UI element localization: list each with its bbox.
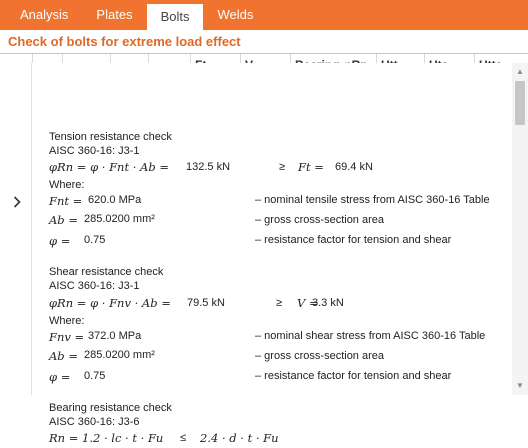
- shear-rhs: V =: [297, 296, 319, 310]
- shear-where: Where:: [49, 315, 85, 327]
- tension-var-desc: – gross cross-section area: [255, 214, 384, 226]
- tab-bar: [0, 0, 528, 30]
- check-detail-panel: [32, 63, 512, 445]
- tension-relation: ≥: [279, 161, 286, 173]
- tab-bolts[interactable]: Bolts: [147, 4, 204, 30]
- bearing-heading: Bearing resistance check: [49, 402, 172, 414]
- tension-var-val: 0.75: [84, 234, 106, 246]
- tension-value: 132.5 kN: [186, 161, 231, 173]
- bearing-code: AISC 360-16: J3-6: [49, 416, 140, 428]
- tension-where: Where:: [49, 179, 85, 191]
- tab-plates[interactable]: Plates: [96, 7, 133, 22]
- tension-rhs: Ft =: [298, 160, 324, 174]
- shear-var-sym: Ab =: [49, 349, 78, 363]
- shear-var-sym: Fnv =: [49, 330, 85, 344]
- bearing-formula: Rn = 1.2 · lc · t · Fu: [49, 431, 164, 445]
- shear-var-val: 285.0200 mm²: [84, 349, 155, 361]
- shear-var-sym: φ =: [49, 370, 71, 384]
- tension-heading: Tension resistance check: [49, 131, 172, 143]
- shear-rhs-value: 3.3 kN: [312, 297, 344, 309]
- scroll-up-icon[interactable]: ▲: [516, 67, 524, 76]
- tension-code: AISC 360-16: J3-1: [49, 145, 140, 157]
- tab-analysis[interactable]: Analysis: [20, 7, 69, 22]
- tension-var-sym: Ab =: [49, 213, 78, 227]
- tension-var-sym: φ =: [49, 234, 71, 248]
- section-title: Check of bolts for extreme load effect: [8, 34, 241, 49]
- tension-var-val: 285.0200 mm²: [84, 213, 155, 225]
- shear-heading: Shear resistance check: [49, 266, 164, 278]
- tension-formula: φRn = φ · Fnt · Ab =: [49, 160, 170, 174]
- shear-var-desc: – resistance factor for tension and shear: [255, 370, 452, 382]
- tension-var-val: 620.0 MPa: [88, 194, 142, 206]
- shear-var-desc: – nominal shear stress from AISC 360-16 Table: [255, 330, 486, 342]
- tension-var-desc: – nominal tensile stress from AISC 360-16 Table: [255, 194, 490, 206]
- detail-left-strip: [0, 63, 32, 395]
- scroll-down-icon[interactable]: ▼: [516, 381, 524, 390]
- bearing-rhs: 2.4 · d · t · Fu: [200, 431, 279, 445]
- shear-var-val: 0.75: [84, 370, 106, 382]
- chevron-right-icon[interactable]: [13, 195, 21, 211]
- scroll-thumb[interactable]: [515, 81, 525, 125]
- shear-var-val: 372.0 MPa: [88, 330, 142, 342]
- tension-var-sym: Fnt =: [49, 194, 83, 208]
- tension-rhs-value: 69.4 kN: [335, 161, 373, 173]
- shear-code: AISC 360-16: J3-1: [49, 280, 140, 292]
- bearing-relation: ≤: [180, 432, 187, 444]
- tab-welds[interactable]: Welds: [217, 7, 254, 22]
- shear-var-desc: – gross cross-section area: [255, 350, 384, 362]
- tension-var-desc: – resistance factor for tension and shear: [255, 234, 452, 246]
- shear-formula: φRn = φ · Fnv · Ab =: [49, 296, 171, 310]
- shear-value: 79.5 kN: [187, 297, 225, 309]
- shear-relation: ≥: [276, 297, 283, 309]
- vertical-scrollbar[interactable]: [512, 63, 528, 395]
